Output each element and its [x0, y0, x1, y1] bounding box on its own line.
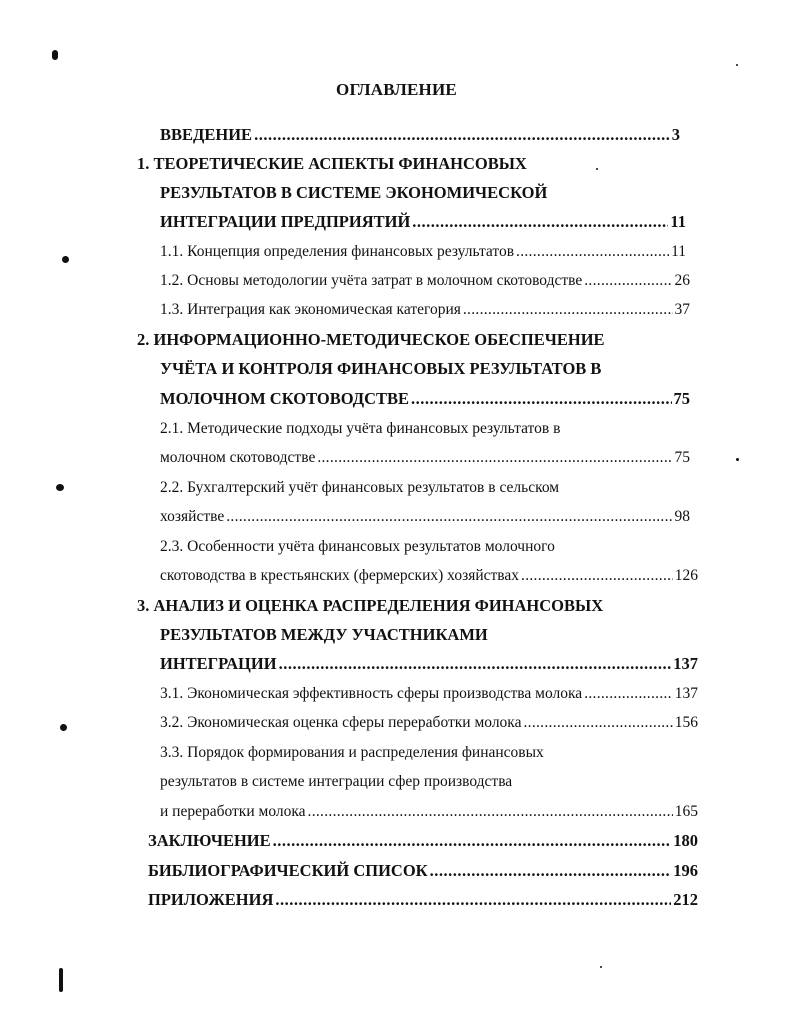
toc-entry-conclusion: [148, 829, 698, 853]
dot-leader: [308, 800, 673, 824]
toc-entry-title: молочном скотоводстве: [160, 449, 316, 466]
toc-entry-title: 1.1. Концепция определения финансовых результатов: [160, 243, 515, 260]
dot-leader: [226, 505, 672, 529]
toc-section-3-2: [160, 711, 698, 735]
scan-speck: [596, 168, 598, 170]
toc-chapter-1-line2: РЕЗУЛЬТАТОВ В СИСТЕМЕ ЭКОНОМИЧЕСКОЙ: [160, 183, 548, 202]
toc-page-number: 98: [674, 508, 690, 525]
dot-leader: [275, 888, 671, 912]
dot-leader: [463, 298, 673, 322]
toc-section-2-2-line1: 2.2. Бухгалтерский учёт финансовых результатов в сельском: [160, 479, 560, 496]
toc-chapter-2-line2: УЧЁТА И КОНТРОЛЯ ФИНАНСОВЫХ РЕЗУЛЬТАТОВ В: [160, 359, 602, 378]
toc-section-2-3-line2: [160, 564, 698, 588]
toc-entry-title: БИБЛИОГРАФИЧЕСКИЙ СПИСОК: [148, 861, 428, 880]
toc-entry-intro: [160, 123, 680, 147]
toc-chapter-3-line1: 3. АНАЛИЗ И ОЦЕНКА РАСПРЕДЕЛЕНИЯ ФИНАНСОВЫХ: [137, 596, 604, 615]
scan-speck: [600, 966, 602, 968]
toc-entry-title: ВВЕДЕНИЕ: [160, 125, 253, 144]
toc-chapter-3-line3: [160, 652, 698, 676]
toc-page-number: 26: [674, 272, 690, 289]
toc-entry-title: МОЛОЧНОМ СКОТОВОДСТВЕ: [160, 389, 410, 408]
toc-entry-title: ИНТЕГРАЦИИ ПРЕДПРИЯТИЙ: [160, 212, 411, 231]
dot-leader: [516, 240, 669, 264]
toc-section-2-1-line2: [160, 446, 690, 470]
toc-page-number: 196: [673, 861, 698, 880]
toc-entry-title: 1.2. Основы методологии учёта затрат в молочном скотоводстве: [160, 272, 583, 289]
toc-page-number: 11: [670, 212, 686, 231]
dot-leader: [584, 269, 672, 293]
toc-page-number: 156: [674, 714, 698, 731]
toc-section-2-2-line2: [160, 505, 690, 529]
toc-page-number: 3: [671, 125, 680, 144]
scan-speck: [56, 484, 64, 491]
toc-section-2-3-line1: 2.3. Особенности учёта финансовых результатов молочного: [160, 538, 555, 555]
dot-leader: [411, 387, 671, 411]
dot-leader: [254, 123, 670, 147]
dot-leader: [279, 652, 672, 676]
toc-entry-title: скотоводства в крестьянских (фермерских) хозяйствах: [160, 567, 520, 584]
toc-entry-title: 3.2. Экономическая оценка сферы переработки молока: [160, 714, 522, 731]
toc-page-number: 180: [673, 831, 698, 850]
toc-chapter-3-line2: РЕЗУЛЬТАТОВ МЕЖДУ УЧАСТНИКАМИ: [160, 625, 488, 644]
dot-leader: [317, 446, 672, 470]
toc-page-number: 75: [673, 389, 690, 408]
toc-section-3-1: [160, 682, 698, 706]
scan-speck: [60, 724, 67, 731]
toc-page-number: 75: [674, 449, 690, 466]
toc-section-3-3-line3: [160, 800, 698, 824]
toc-page-number: 212: [673, 890, 698, 909]
toc-entry-title: и переработки молока: [160, 803, 306, 820]
toc-chapter-1-line3: [160, 210, 686, 234]
toc-page-number: 37: [674, 301, 690, 318]
toc-section-1-1: [160, 240, 686, 264]
toc-page-number: 137: [674, 685, 698, 702]
toc-section-1-2: [160, 269, 690, 293]
toc-entry-title: ИНТЕГРАЦИИ: [160, 654, 277, 673]
page-title: ОГЛАВЛЕНИЕ: [336, 80, 457, 99]
toc-page-number: 126: [674, 567, 698, 584]
scan-speck: [59, 968, 63, 992]
dot-leader: [521, 564, 673, 588]
dot-leader: [523, 711, 672, 735]
scan-speck: [736, 64, 738, 66]
dot-leader: [412, 210, 668, 234]
toc-chapter-2-line1: 2. ИНФОРМАЦИОННО-МЕТОДИЧЕСКОЕ ОБЕСПЕЧЕНИЕ: [137, 330, 605, 349]
scan-speck: [52, 50, 58, 60]
toc-section-3-3-line1: 3.3. Порядок формирования и распределения финансовых: [160, 744, 544, 761]
toc-section-3-3-line2: результатов в системе интеграции сфер производства: [160, 773, 513, 790]
toc-entry-bibliography: [148, 859, 698, 883]
toc-chapter-1-line1: 1. ТЕОРЕТИЧЕСКИЕ АСПЕКТЫ ФИНАНСОВЫХ: [137, 154, 527, 173]
toc-page-number: 165: [674, 803, 698, 820]
toc-entry-title: ЗАКЛЮЧЕНИЕ: [148, 831, 271, 850]
toc-page-number: 11: [671, 243, 686, 260]
toc-section-1-3: [160, 298, 690, 322]
toc-entry-title: 1.3. Интеграция как экономическая категория: [160, 301, 461, 318]
toc-section-2-1-line1: 2.1. Методические подходы учёта финансовых результатов в: [160, 420, 561, 437]
toc-chapter-2-line3: [160, 387, 690, 411]
toc-entry-title: хозяйстве: [160, 508, 225, 525]
toc-entry-appendices: [148, 888, 698, 912]
toc-page-number: 137: [673, 654, 698, 673]
scan-speck: [62, 256, 69, 263]
toc-entry-title: 3.1. Экономическая эффективность сферы производства молока: [160, 685, 583, 702]
dot-leader: [273, 829, 672, 853]
scan-speck: [736, 458, 739, 461]
toc-entry-title: ПРИЛОЖЕНИЯ: [148, 890, 274, 909]
dot-leader: [430, 859, 672, 883]
dot-leader: [584, 682, 673, 706]
